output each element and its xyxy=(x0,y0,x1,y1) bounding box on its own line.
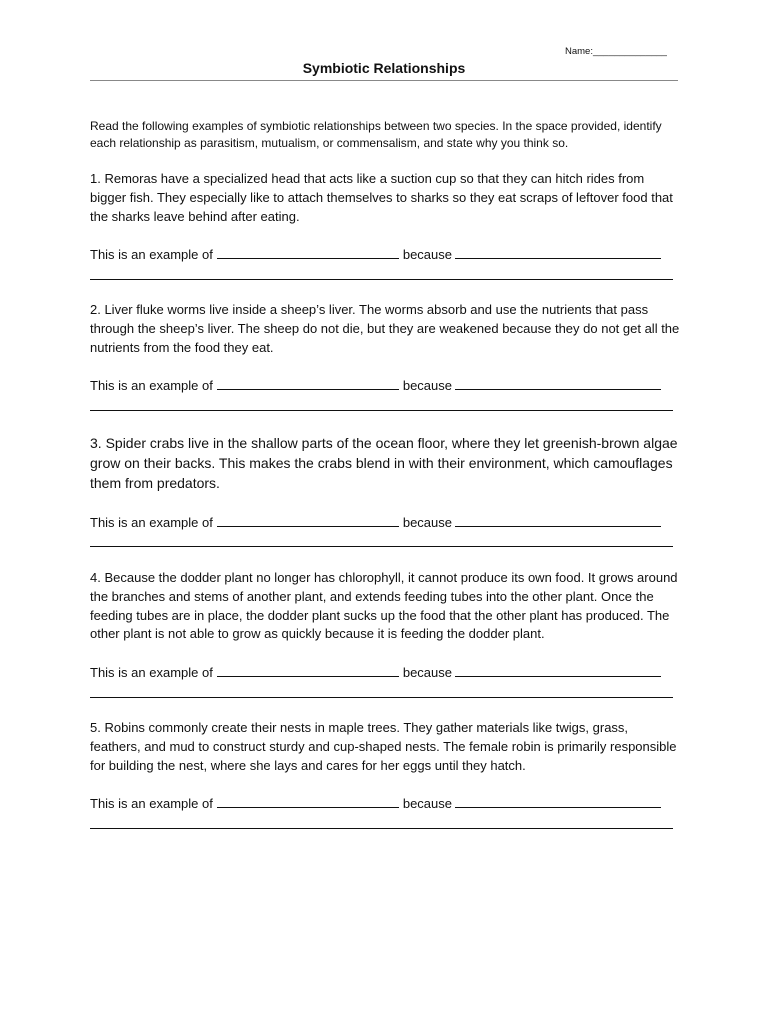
question-2-text: 2. Liver fluke worms live inside a sheep’s liver. The worms absorb and use the nutrients that pass through the sheep’s liver. The sheep do not die, but they are weakened because they do not get all the nutrients from the food they eat. xyxy=(90,302,680,355)
name-field[interactable]: Name:______________ xyxy=(565,46,667,57)
relationship-blank[interactable] xyxy=(217,245,399,259)
reason-blank[interactable] xyxy=(455,376,661,390)
question-5-extra-line[interactable] xyxy=(90,828,673,829)
reason-blank[interactable] xyxy=(455,794,661,808)
question-3-answer-line xyxy=(90,513,680,530)
title-divider xyxy=(90,80,678,81)
because-label: because xyxy=(402,378,452,393)
answer-prefix: This is an example of xyxy=(90,665,213,680)
question-4-text: 4. Because the dodder plant no longer has chlorophyll, it cannot produce its own food. It grows around the branches and stems of another plant, and extends feeding tubes into the other plant. Once the feeding tubes are in place, the dodder plant sucks up the food that the other plant has produced. The other plant is not able to grow as quickly because it is feeding the dodder plant. xyxy=(90,570,678,642)
reason-blank[interactable] xyxy=(455,245,661,259)
question-1-text: 1. Remoras have a specialized head that acts like a suction cup so that they can hitch rides from bigger fish. They especially like to attach themselves to sharks so they eat scraps of leftover food that the sharks leave behind after eating. xyxy=(90,171,673,224)
because-label: because xyxy=(402,796,452,811)
relationship-blank[interactable] xyxy=(217,794,399,808)
because-label: because xyxy=(402,665,452,680)
instructions: Read the following examples of symbiotic relationships between two species. In the space provided, identify each relationship as parasitism, mutualism, or commensalism, and state why you think so. xyxy=(90,119,662,150)
question-3-text: 3. Spider crabs live in the shallow parts of the ocean floor, where they let greenish-brown algae grow on their backs. This makes the crabs blend in with their environment, which camouflages them from predators. xyxy=(90,435,678,491)
question-4-extra-line[interactable] xyxy=(90,697,673,698)
question-2-answer-line xyxy=(90,376,680,393)
relationship-blank[interactable] xyxy=(217,376,399,390)
answer-prefix: This is an example of xyxy=(90,247,213,262)
reason-blank[interactable] xyxy=(455,513,661,527)
question-5-text: 5. Robins commonly create their nests in maple trees. They gather materials like twigs, grass, feathers, and mud to construct sturdy and cup-shaped nests. The female robin is primarily responsible for building the nest, where she lays and cares for her eggs until they hatch. xyxy=(90,720,677,773)
answer-prefix: This is an example of xyxy=(90,378,213,393)
answer-prefix: This is an example of xyxy=(90,515,213,530)
question-2-extra-line[interactable] xyxy=(90,410,673,411)
question-3-extra-line[interactable] xyxy=(90,546,673,547)
question-4-answer-line xyxy=(90,663,680,680)
because-label: because xyxy=(402,515,452,530)
page-title: Symbiotic Relationships xyxy=(302,60,466,76)
relationship-blank[interactable] xyxy=(217,663,399,677)
question-5-answer-line xyxy=(90,794,680,811)
because-label: because xyxy=(402,247,452,262)
relationship-blank[interactable] xyxy=(217,513,399,527)
answer-prefix: This is an example of xyxy=(90,796,213,811)
question-1-extra-line[interactable] xyxy=(90,279,673,280)
question-1-answer-line xyxy=(90,245,680,262)
reason-blank[interactable] xyxy=(455,663,661,677)
